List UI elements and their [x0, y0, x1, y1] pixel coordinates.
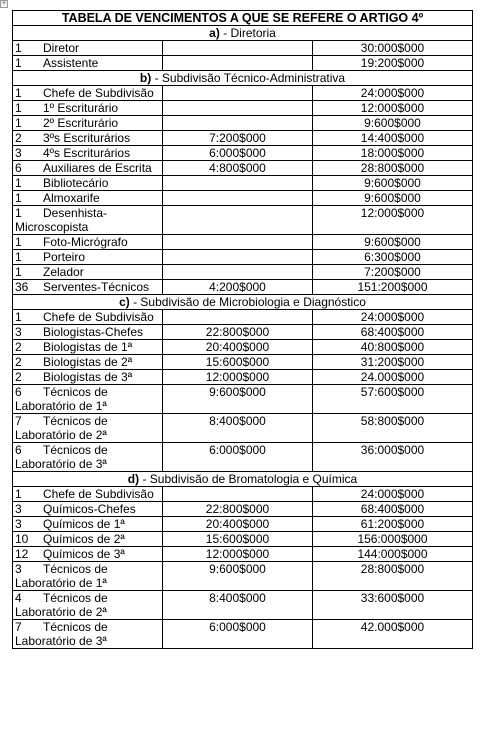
section-letter: b) — [139, 71, 152, 85]
quantity: 12 — [15, 547, 29, 561]
position-cell — [13, 131, 163, 146]
unit-salary-cell: 6:000$000 — [163, 443, 313, 472]
position-cell — [13, 86, 163, 101]
section-title — [13, 472, 473, 487]
position-label: Foto-Micrógrafo — [43, 235, 128, 249]
total-salary-cell: 61:200$000 — [313, 517, 473, 532]
unit-salary-cell: 9:600$000 — [163, 562, 313, 591]
quantity: 1 — [15, 41, 22, 55]
position-label: Químicos de 2ª — [43, 532, 125, 546]
total-salary-cell: 28:800$000 — [313, 161, 473, 176]
total-salary-cell: 144:000$000 — [313, 547, 473, 562]
quantity: 6 — [15, 161, 22, 175]
position-label: Chefe de Subdivisão — [43, 86, 154, 100]
section-letter: d) — [127, 472, 140, 486]
table-row — [13, 116, 473, 131]
section-title — [13, 295, 473, 310]
total-salary-cell: 24:000$000 — [313, 310, 473, 325]
table-row — [13, 532, 473, 547]
table-row — [13, 250, 473, 265]
unit-salary-cell — [163, 265, 313, 280]
unit-salary-cell: 4:200$000 — [163, 280, 313, 295]
total-salary-cell: 30:000$000 — [313, 41, 473, 56]
position-cell — [13, 385, 163, 414]
table-move-handle-icon[interactable]: + — [1, 0, 7, 7]
position-cell — [13, 443, 163, 472]
position-label: Chefe de Subdivisão — [43, 487, 154, 501]
position-label: Serventes-Técnicos — [43, 280, 150, 294]
position-label: Biologistas de 1ª — [43, 340, 133, 354]
total-salary-cell: 24:000$000 — [313, 86, 473, 101]
section-header-row — [13, 295, 473, 310]
quantity: 1 — [15, 206, 22, 220]
section-header-row — [13, 472, 473, 487]
quantity: 2 — [15, 355, 22, 369]
table-row — [13, 146, 473, 161]
unit-salary-cell — [163, 235, 313, 250]
position-label: Químicos de 1ª — [43, 517, 125, 531]
table-title: TABELA DE VENCIMENTOS A QUE SE REFERE O ARTIGO 4º — [13, 11, 473, 26]
table-row — [13, 280, 473, 295]
quantity: 1 — [15, 86, 22, 100]
total-salary-cell: 36:000$000 — [313, 443, 473, 472]
unit-salary-cell: 6:000$000 — [163, 146, 313, 161]
position-label: 2º Escriturário — [43, 116, 119, 130]
total-salary-cell: 151:200$000 — [313, 280, 473, 295]
total-salary-cell: 14:400$000 — [313, 131, 473, 146]
total-salary-cell: 12:000$000 — [313, 206, 473, 235]
position-cell — [13, 562, 163, 591]
position-cell — [13, 235, 163, 250]
quantity: 1 — [15, 176, 22, 190]
unit-salary-cell — [163, 56, 313, 71]
quantity: 2 — [15, 340, 22, 354]
total-salary-cell: 24.000$000 — [313, 370, 473, 385]
position-cell — [13, 101, 163, 116]
section-title — [13, 26, 473, 41]
table-row — [13, 235, 473, 250]
table-row — [13, 176, 473, 191]
quantity: 3 — [15, 502, 22, 516]
total-salary-cell: 7:200$000 — [313, 265, 473, 280]
unit-salary-cell: 7:200$000 — [163, 131, 313, 146]
unit-salary-cell: 22:800$000 — [163, 325, 313, 340]
total-salary-cell: 68:400$000 — [313, 502, 473, 517]
position-cell — [13, 325, 163, 340]
position-cell — [13, 517, 163, 532]
table-row — [13, 370, 473, 385]
quantity: 1 — [15, 487, 22, 501]
unit-salary-cell: 12:000$000 — [163, 370, 313, 385]
quantity: 3 — [15, 325, 22, 339]
quantity: 2 — [15, 370, 22, 384]
title-row — [13, 11, 473, 26]
table-row — [13, 56, 473, 71]
total-salary-cell: 19:200$000 — [313, 56, 473, 71]
position-label: Auxiliares de Escrita — [43, 161, 152, 175]
position-cell — [13, 265, 163, 280]
total-salary-cell: 9:600$000 — [313, 116, 473, 131]
table-row — [13, 355, 473, 370]
position-cell — [13, 161, 163, 176]
quantity: 6 — [15, 385, 22, 399]
position-label: 3ºs Escriturários — [43, 131, 131, 145]
section-name: - Diretoria — [219, 26, 276, 40]
position-label: Técnicos de Laboratório de 3ª — [15, 443, 108, 471]
table-row — [13, 325, 473, 340]
position-label: Técnicos de Laboratório de 2ª — [15, 591, 108, 619]
table-row — [13, 443, 473, 472]
position-label: Diretor — [43, 41, 80, 55]
section-header-row — [13, 26, 473, 41]
unit-salary-cell — [163, 101, 313, 116]
unit-salary-cell: 12:000$000 — [163, 547, 313, 562]
unit-salary-cell — [163, 310, 313, 325]
unit-salary-cell: 6:000$000 — [163, 620, 313, 649]
total-salary-cell: 9:600$000 — [313, 191, 473, 206]
position-cell — [13, 310, 163, 325]
section-name: - Subdivisão Técnico-Administrativa — [151, 71, 346, 85]
quantity: 1 — [15, 56, 22, 70]
position-label: Químicos de 3ª — [43, 547, 125, 561]
quantity: 1 — [15, 235, 22, 249]
position-cell — [13, 532, 163, 547]
total-salary-cell: 12:000$000 — [313, 101, 473, 116]
total-salary-cell: 24:000$000 — [313, 487, 473, 502]
section-letter: a) — [209, 26, 220, 40]
quantity: 7 — [15, 620, 22, 634]
quantity: 1 — [15, 310, 22, 324]
position-label: 1º Escriturário — [43, 101, 119, 115]
total-salary-cell: 58:800$000 — [313, 414, 473, 443]
position-cell — [13, 340, 163, 355]
table-row — [13, 86, 473, 101]
quantity: 36 — [15, 280, 29, 294]
position-label: Técnicos de Laboratório de 3ª — [15, 620, 108, 648]
unit-salary-cell: 20:400$000 — [163, 340, 313, 355]
position-cell — [13, 116, 163, 131]
position-cell — [13, 146, 163, 161]
position-cell — [13, 206, 163, 235]
table-row — [13, 502, 473, 517]
section-title — [13, 71, 473, 86]
quantity: 1 — [15, 250, 22, 264]
quantity: 10 — [15, 532, 29, 546]
quantity: 3 — [15, 562, 22, 576]
table-row — [13, 620, 473, 649]
position-label: Químicos-Chefes — [43, 502, 136, 516]
section-header-row — [13, 71, 473, 86]
unit-salary-cell: 8:400$000 — [163, 591, 313, 620]
total-salary-cell: 31:200$000 — [313, 355, 473, 370]
position-cell — [13, 191, 163, 206]
unit-salary-cell: 15:600$000 — [163, 355, 313, 370]
unit-salary-cell — [163, 487, 313, 502]
position-label: Porteiro — [43, 250, 86, 264]
unit-salary-cell — [163, 206, 313, 235]
position-label: Técnicos de Laboratório de 1ª — [15, 385, 108, 413]
position-label: Bibliotecário — [43, 176, 109, 190]
position-label: Biologistas de 2ª — [43, 355, 133, 369]
position-label: Chefe de Subdivisão — [43, 310, 154, 324]
table-row — [13, 161, 473, 176]
table-row — [13, 131, 473, 146]
total-salary-cell: 18:000$000 — [313, 146, 473, 161]
table-row — [13, 206, 473, 235]
total-salary-cell: 33:600$000 — [313, 591, 473, 620]
quantity: 3 — [15, 517, 22, 531]
unit-salary-cell — [163, 250, 313, 265]
table-row — [13, 340, 473, 355]
position-label: Técnicos de Laboratório de 1ª — [15, 562, 108, 590]
quantity: 4 — [15, 591, 22, 605]
position-cell — [13, 280, 163, 295]
table-row — [13, 414, 473, 443]
unit-salary-cell — [163, 86, 313, 101]
position-cell — [13, 414, 163, 443]
table-row — [13, 591, 473, 620]
unit-salary-cell: 15:600$000 — [163, 532, 313, 547]
table-row — [13, 487, 473, 502]
quantity: 1 — [15, 191, 22, 205]
unit-salary-cell — [163, 191, 313, 206]
position-label: Técnicos de Laboratório de 2ª — [15, 414, 108, 442]
unit-salary-cell — [163, 41, 313, 56]
position-label: Desenhista-Microscopista — [15, 206, 108, 234]
quantity: 1 — [15, 116, 22, 130]
position-cell — [13, 547, 163, 562]
quantity: 7 — [15, 414, 22, 428]
position-cell — [13, 41, 163, 56]
section-name: - Subdivisão de Bromatologia e Química — [139, 472, 358, 486]
unit-salary-cell — [163, 116, 313, 131]
table-row — [13, 101, 473, 116]
quantity: 1 — [15, 101, 22, 115]
unit-salary-cell: 9:600$000 — [163, 385, 313, 414]
total-salary-cell: 40:800$000 — [313, 340, 473, 355]
position-cell — [13, 56, 163, 71]
section-name: - Subdivisão de Microbiologia e Diagnóstico — [129, 295, 366, 309]
total-salary-cell: 42.000$000 — [313, 620, 473, 649]
total-salary-cell: 9:600$000 — [313, 176, 473, 191]
position-cell — [13, 176, 163, 191]
position-label: Almoxarife — [43, 191, 100, 205]
position-cell — [13, 502, 163, 517]
position-cell — [13, 250, 163, 265]
position-cell — [13, 591, 163, 620]
total-salary-cell: 9:600$000 — [313, 235, 473, 250]
unit-salary-cell: 4:800$000 — [163, 161, 313, 176]
unit-salary-cell — [163, 176, 313, 191]
position-cell — [13, 620, 163, 649]
quantity: 1 — [15, 265, 22, 279]
position-label: Biologistas de 3ª — [43, 370, 133, 384]
total-salary-cell: 6:300$000 — [313, 250, 473, 265]
table-row — [13, 265, 473, 280]
position-cell — [13, 370, 163, 385]
table-row — [13, 547, 473, 562]
unit-salary-cell: 20:400$000 — [163, 517, 313, 532]
section-letter: c) — [119, 295, 130, 309]
table-row — [13, 562, 473, 591]
position-label: Biologistas-Chefes — [43, 325, 144, 339]
table-row — [13, 517, 473, 532]
total-salary-cell: 57:600$000 — [313, 385, 473, 414]
table-row — [13, 191, 473, 206]
position-label: 4ºs Escriturários — [43, 146, 131, 160]
total-salary-cell: 156:000$000 — [313, 532, 473, 547]
salary-table — [12, 10, 473, 649]
table-row — [13, 385, 473, 414]
table-row — [13, 41, 473, 56]
quantity: 6 — [15, 443, 22, 457]
unit-salary-cell: 8:400$000 — [163, 414, 313, 443]
total-salary-cell: 28:800$000 — [313, 562, 473, 591]
quantity: 3 — [15, 146, 22, 160]
quantity: 2 — [15, 131, 22, 145]
position-label: Assistente — [43, 56, 99, 70]
unit-salary-cell: 22:800$000 — [163, 502, 313, 517]
position-label: Zelador — [43, 265, 84, 279]
position-cell — [13, 487, 163, 502]
total-salary-cell: 68:400$000 — [313, 325, 473, 340]
table-row — [13, 310, 473, 325]
position-cell — [13, 355, 163, 370]
